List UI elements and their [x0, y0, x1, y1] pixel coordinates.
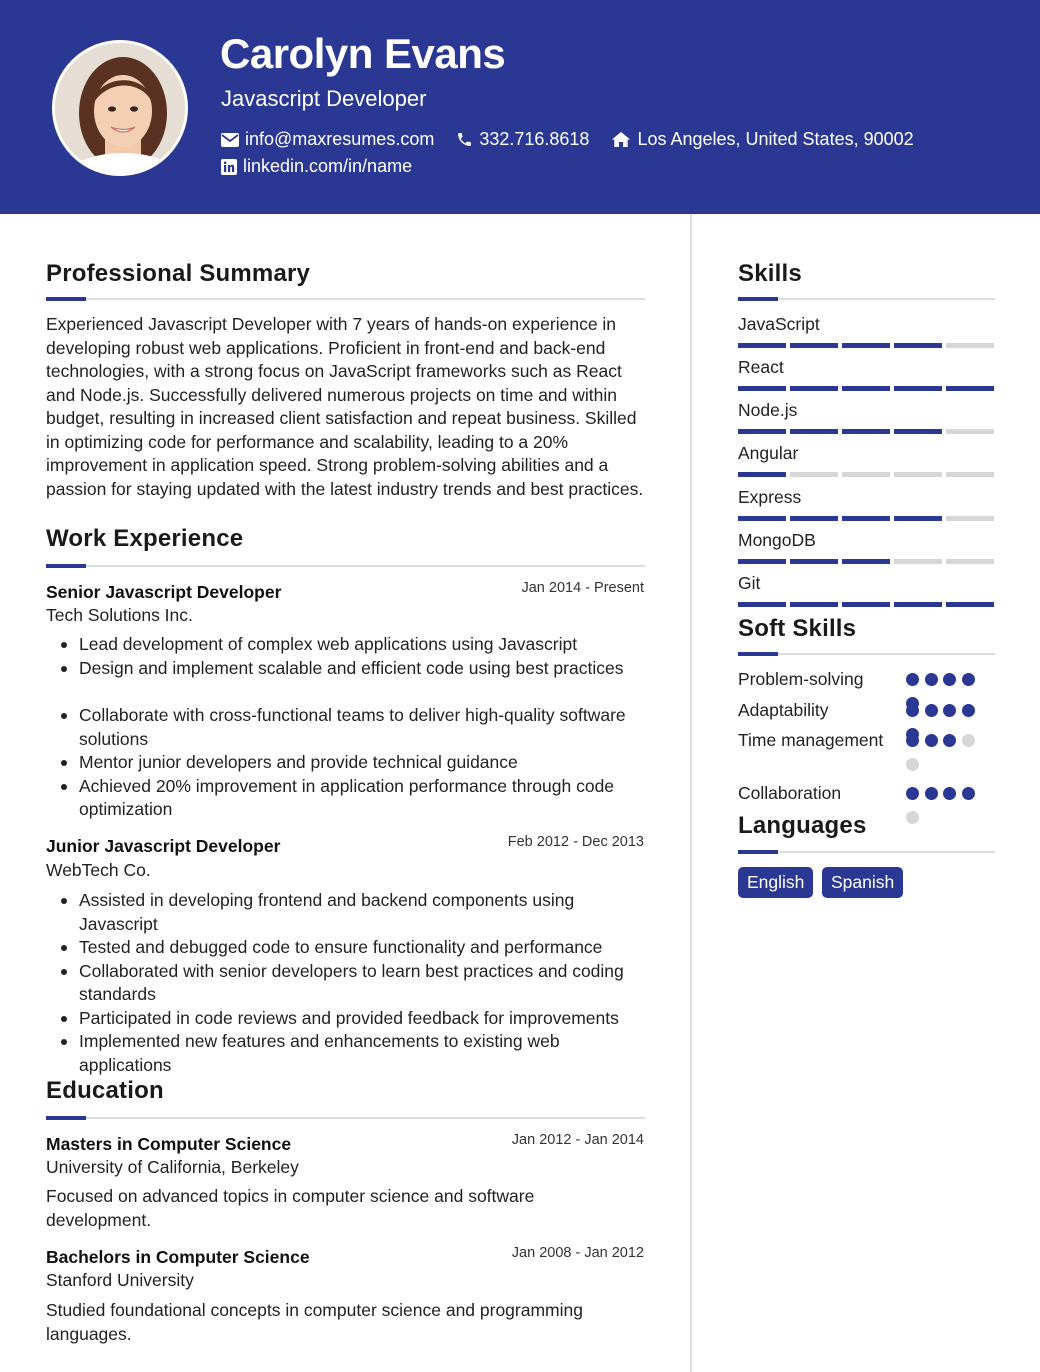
job-company: WebTech Co.: [46, 860, 151, 880]
skill-level-segment: [842, 343, 890, 348]
skill-level-bar: [738, 516, 994, 521]
skill-level-segment: [894, 343, 942, 348]
list-item: Tested and debugged code to ensure functionality and performance: [46, 936, 650, 960]
skill-level-segment: [842, 472, 890, 477]
candidate-name: Carolyn Evans: [220, 30, 506, 77]
skill-level-segment: [894, 559, 942, 564]
rating-dot: [925, 787, 938, 800]
candidate-title: Javascript Developer: [221, 86, 427, 111]
rating-dot: [962, 704, 975, 717]
rating-dot: [906, 704, 919, 717]
rating-dot: [925, 673, 938, 686]
languages-heading: Languages: [738, 812, 867, 839]
skill-name: JavaScript: [738, 314, 820, 334]
soft-skills-heading: Soft Skills: [738, 615, 857, 642]
degree-title: Masters in Computer Science: [46, 1134, 292, 1154]
skill-level-bar: [738, 386, 994, 391]
rule-accent: [46, 1116, 86, 1120]
skills-rule: [738, 298, 995, 300]
profile-photo: [52, 40, 188, 176]
list-item: Achieved 20% improvement in application performance through code optimization: [46, 775, 650, 822]
soft-skill-rating: [906, 704, 982, 718]
rule-accent: [46, 297, 86, 301]
skill-level-segment: [894, 602, 942, 607]
skill-level-segment: [946, 386, 994, 391]
resume-header: [0, 0, 1040, 214]
education-heading: Education: [46, 1077, 164, 1104]
profile-photo-image: [55, 43, 188, 176]
skill-level-segment: [790, 602, 838, 607]
skill-name: MongoDB: [738, 530, 816, 550]
email-text: info@maxresumes.com: [245, 129, 435, 149]
skill-name: Express: [738, 487, 802, 507]
skill-level-segment: [790, 516, 838, 521]
contact-email[interactable]: [221, 129, 434, 150]
contact-address: [611, 129, 913, 150]
linkedin-icon: [221, 159, 237, 175]
rule-accent: [738, 850, 778, 854]
rating-dot: [943, 673, 956, 686]
skill-level-segment: [946, 429, 994, 434]
degree-description: Studied foundational concepts in computer science and programming languages.: [46, 1300, 583, 1344]
list-item: Lead development of complex web applications using Javascript: [46, 633, 650, 657]
job-dates: Feb 2012 - Dec 2013: [507, 834, 644, 850]
contact-phone[interactable]: [456, 129, 589, 150]
list-item: Collaborated with senior developers to learn best practices and coding standards: [46, 960, 650, 1007]
linkedin-text: linkedin.com/in/name: [243, 156, 413, 176]
envelope-icon: [221, 133, 239, 147]
school-name: University of California, Berkeley: [46, 1157, 299, 1177]
rating-dot: [925, 734, 938, 747]
rating-dot: [906, 673, 919, 686]
skill-level-segment: [946, 343, 994, 348]
list-item: Design and implement scalable and efficient code using best practices: [46, 657, 650, 681]
language-chip-english: English: [738, 867, 813, 898]
skill-level-segment: [738, 429, 786, 434]
skills-heading: Skills: [738, 260, 802, 287]
rating-dot: [962, 787, 975, 800]
rating-dot: [943, 787, 956, 800]
skill-level-bar: [738, 602, 994, 607]
column-divider: [690, 214, 692, 1372]
summary-heading: Professional Summary: [46, 260, 311, 287]
degree-description: Focused on advanced topics in computer science and software development.: [46, 1186, 535, 1230]
contact-row: [221, 129, 936, 150]
contact-row-linkedin: [221, 156, 434, 177]
education-rule: [46, 1117, 645, 1119]
skill-level-segment: [946, 472, 994, 477]
phone-text: 332.716.8618: [479, 129, 590, 149]
experience-heading: Work Experience: [46, 525, 244, 552]
skill-level-segment: [738, 386, 786, 391]
skill-level-segment: [738, 559, 786, 564]
rating-dot: [943, 704, 956, 717]
skill-level-bar: [738, 343, 994, 348]
rating-dot: [906, 734, 919, 747]
list-item: Collaborate with cross-functional teams to deliver high-quality software solutions: [46, 704, 650, 751]
skill-level-segment: [790, 559, 838, 564]
job-bullets: [46, 633, 650, 822]
list-item: Participated in code reviews and provided feedback for improvements: [46, 1007, 650, 1031]
job-title: Junior Javascript Developer: [46, 836, 281, 856]
skill-level-segment: [842, 516, 890, 521]
job-title: Senior Javascript Developer: [46, 582, 282, 602]
soft-skills-rule: [738, 653, 995, 655]
soft-skill-name: Problem-solving: [738, 669, 864, 689]
skill-level-segment: [946, 559, 994, 564]
skill-name: React: [738, 357, 784, 377]
rule-accent: [738, 652, 778, 656]
soft-skill-name: Time management: [738, 730, 884, 750]
skill-level-segment: [738, 516, 786, 521]
skill-level-segment: [946, 602, 994, 607]
skill-level-segment: [842, 559, 890, 564]
skill-level-segment: [790, 343, 838, 348]
skill-level-bar: [738, 429, 994, 434]
skill-level-segment: [790, 386, 838, 391]
experience-rule: [46, 565, 645, 567]
job-bullets: [46, 889, 650, 1077]
skill-name: Git: [738, 573, 761, 593]
home-icon: [611, 131, 631, 148]
skill-level-segment: [842, 386, 890, 391]
soft-skill-rating: [906, 734, 982, 748]
rule-accent: [738, 297, 778, 301]
soft-skill-name: Collaboration: [738, 783, 842, 803]
rating-dot: [906, 811, 919, 824]
summary-rule: [46, 298, 645, 300]
summary-text: Experienced Javascript Developer with 7 years of hands-on experience in developing robust web applications. Proficient in front-end and back-end technologies, with a strong focus on JavaScript frameworks such as React and Node.js. Successfully delivered numerous projects on time and within budget, resulting in increased client satisfaction and repeat business. Skilled in optimizing code for performance and scalability, leading to a 20% improvement in application speed. Strong problem-solving abilities and a passion for staying updated with the latest industry trends and best practices.: [46, 314, 644, 499]
address-text: Los Angeles, United States, 90002: [637, 129, 914, 149]
rating-dot: [906, 758, 919, 771]
skill-level-segment: [738, 343, 786, 348]
languages-rule: [738, 851, 995, 853]
degree-dates: Jan 2008 - Jan 2012: [511, 1245, 644, 1261]
rating-dot: [925, 704, 938, 717]
degree-title: Bachelors in Computer Science: [46, 1247, 310, 1267]
skill-level-segment: [790, 472, 838, 477]
phone-icon: [456, 131, 473, 148]
skill-level-segment: [790, 429, 838, 434]
school-name: Stanford University: [46, 1270, 194, 1290]
skill-level-segment: [946, 516, 994, 521]
list-item: Mentor junior developers and provide technical guidance: [46, 751, 650, 775]
rating-dot: [962, 673, 975, 686]
skill-name: Angular: [738, 443, 799, 463]
soft-skill-rating: [906, 787, 982, 801]
degree-dates: Jan 2012 - Jan 2014: [511, 1132, 644, 1148]
skill-level-segment: [842, 429, 890, 434]
language-chip-spanish: Spanish: [822, 867, 903, 898]
rating-dot: [943, 734, 956, 747]
list-item: Assisted in developing frontend and backend components using Javascript: [46, 889, 650, 936]
job-company: Tech Solutions Inc.: [46, 605, 193, 625]
skill-level-segment: [894, 386, 942, 391]
rating-dot: [906, 787, 919, 800]
list-item: Implemented new features and enhancements to existing web applications: [46, 1030, 650, 1077]
rule-accent: [46, 564, 86, 568]
skill-level-segment: [894, 472, 942, 477]
soft-skill-rating: [906, 673, 982, 687]
job-dates: Jan 2014 - Present: [521, 580, 644, 596]
skill-level-bar: [738, 559, 994, 564]
skill-level-segment: [738, 602, 786, 607]
skill-level-bar: [738, 472, 994, 477]
rating-dot: [962, 734, 975, 747]
skill-level-segment: [738, 472, 786, 477]
skill-level-segment: [894, 516, 942, 521]
skill-level-segment: [894, 429, 942, 434]
contact-linkedin[interactable]: [221, 156, 412, 177]
soft-skill-name: Adaptability: [738, 700, 829, 720]
skill-name: Node.js: [738, 400, 798, 420]
skill-level-segment: [842, 602, 890, 607]
